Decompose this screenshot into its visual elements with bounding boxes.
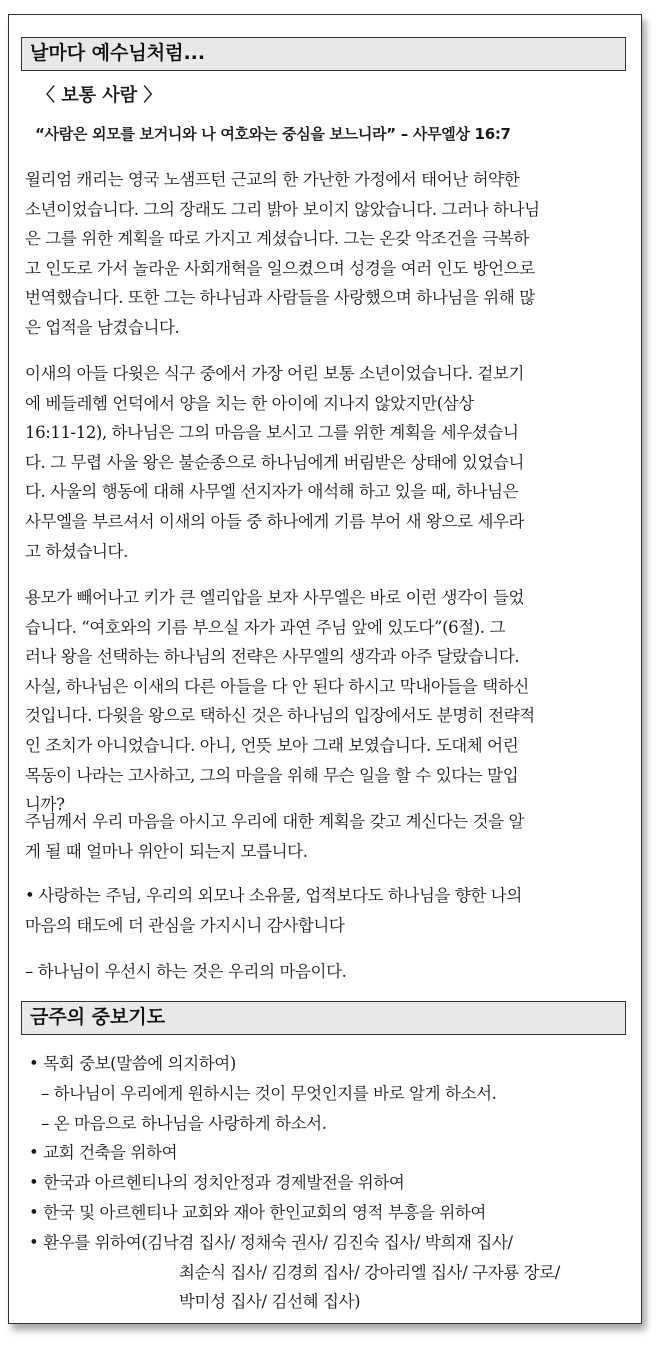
list-item: 박미성 집사/ 김선혜 집사)	[179, 1292, 361, 1312]
bulletin-page	[8, 14, 642, 1324]
text-line: 습니다. “여호와의 기름 부으실 자가 과연 주님 앞에 있도다”(6절). 그	[25, 617, 506, 637]
text-line: 인 조치가 아니었습니다. 아니, 언뜻 보아 그래 보였습니다. 도대체 어린	[25, 735, 519, 755]
text-line: 고 인도로 가서 놀라운 사회개혁을 일으켰으며 성경을 여러 인도 방언으로	[25, 258, 535, 278]
paragraph-3	[25, 583, 623, 820]
text-line: 게 될 때 얼마나 위안이 되는지 모릅니다.	[25, 841, 308, 861]
prayer-line: 사랑하는 주님, 우리의 외모나 소유물, 업적보다도 하나님을 향한 나의	[38, 886, 522, 905]
devotional-header: 날마다 예수님처럼...	[21, 37, 626, 71]
list-item: – 온 마음으로 하나님을 사랑하게 하소서.	[41, 1113, 327, 1133]
text-line: – 하나님이 우선시 하는 것은 우리의 마음이다.	[25, 962, 347, 981]
prayer-paragraph	[25, 881, 623, 940]
text-line: 고 하셨습니다.	[25, 541, 128, 561]
closing-thought	[25, 957, 623, 987]
text-line: 마음의 태도에 더 관심을 가지시니 감사합니다	[25, 915, 345, 935]
text-line: 다. 그 무렵 사울 왕은 불순종으로 하나님에게 버림받은 상태에 있었습니	[25, 452, 525, 472]
paragraph-1	[25, 165, 623, 343]
text-line: 16:11-12), 하나님은 그의 마음을 보시고 그를 위한 계획을 세우셨습니	[25, 423, 519, 443]
text-line: 목동이 나라는 고사하고, 그의 마을을 위해 무슨 일을 할 수 있다는 말입	[25, 765, 519, 785]
text-line	[25, 881, 623, 911]
text-line: 니까?	[25, 795, 65, 815]
text-line: 은 업적을 남겼습니다.	[25, 317, 180, 337]
list-item: • 한국 및 아르헨티나 교회와 재아 한인교회의 영적 부흥을 위하여	[29, 1202, 486, 1222]
paragraph-2	[25, 359, 623, 566]
text-line: 은 그를 위한 계획을 따로 가지고 계셨습니다. 그는 온갖 악조건을 극복하	[25, 229, 529, 249]
text-line: 윌리엄 캐리는 영국 노샘프턴 근교의 한 가난한 가정에서 태어난 허약한	[25, 170, 520, 189]
text-line: 것입니다. 다윗을 왕으로 택하신 것은 하나님의 입장에서도 분명히 전략적	[25, 706, 535, 726]
text-line: 사무엘을 부르셔서 이새의 아들 중 하나에게 기름 부어 새 왕으로 세우라	[25, 511, 525, 531]
intercession-header: 금주의 중보기도	[21, 1001, 626, 1035]
text-line: 사실, 하나님은 이새의 다른 아들을 다 안 된다 하시고 막내아들을 택하신	[25, 676, 529, 696]
intercession-list	[29, 1049, 629, 1317]
text-line: 이새의 아들 다윗은 식구 중에서 가장 어린 보통 소년이었습니다. 겉보기	[25, 364, 525, 383]
devotional-subtitle: 〈 보통 사람 〉	[37, 85, 162, 106]
text-line: 러나 왕을 선택하는 하나님의 전략은 사무엘의 생각과 아주 달랐습니다.	[25, 647, 520, 667]
scripture-verse: “사람은 외모를 보거니와 나 여호와는 중심을 보느니라” – 사무엘상 16:7	[35, 125, 511, 143]
list-item: 최순식 집사/ 김경희 집사/ 강아리엘 집사/ 구자룡 장로/	[179, 1262, 560, 1282]
paragraph-4	[25, 807, 623, 866]
list-item: • 목회 중보(말씀에 의지하여)	[29, 1054, 236, 1073]
text-line: 주님께서 우리 마음을 아시고 우리에 대한 계획을 갖고 계신다는 것을 알	[25, 812, 525, 831]
text-line: 다. 사울의 행동에 대해 사무엘 선지자가 애석해 하고 있을 때, 하나님은	[25, 482, 519, 502]
list-item: • 교회 건축을 위하여	[29, 1143, 178, 1163]
text-line: 용모가 빼어나고 키가 큰 엘리압을 보자 사무엘은 바로 이런 생각이 들었	[25, 588, 525, 607]
list-item: – 하나님이 우리에게 원하시는 것이 무엇인지를 바로 알게 하소서.	[41, 1083, 497, 1103]
text-line: 소년이었습니다. 그의 장래도 그리 밝아 보이지 않았습니다. 그러나 하나님	[25, 199, 540, 219]
list-item: • 환우를 위하여(김낙겸 집사/ 정채숙 권사/ 김진숙 집사/ 박희재 집사/	[29, 1232, 513, 1252]
list-item: • 한국과 아르헨티나의 정치안정과 경제발전을 위하여	[29, 1173, 405, 1193]
text-line: 번역했습니다. 또한 그는 하나님과 사람들을 사랑했으며 하나님을 위해 많	[25, 288, 535, 308]
text-line: 에 베들레헴 언덕에서 양을 치는 한 아이에 지나지 않았지만(삼상	[25, 393, 474, 413]
bullet-icon: •	[25, 886, 35, 905]
